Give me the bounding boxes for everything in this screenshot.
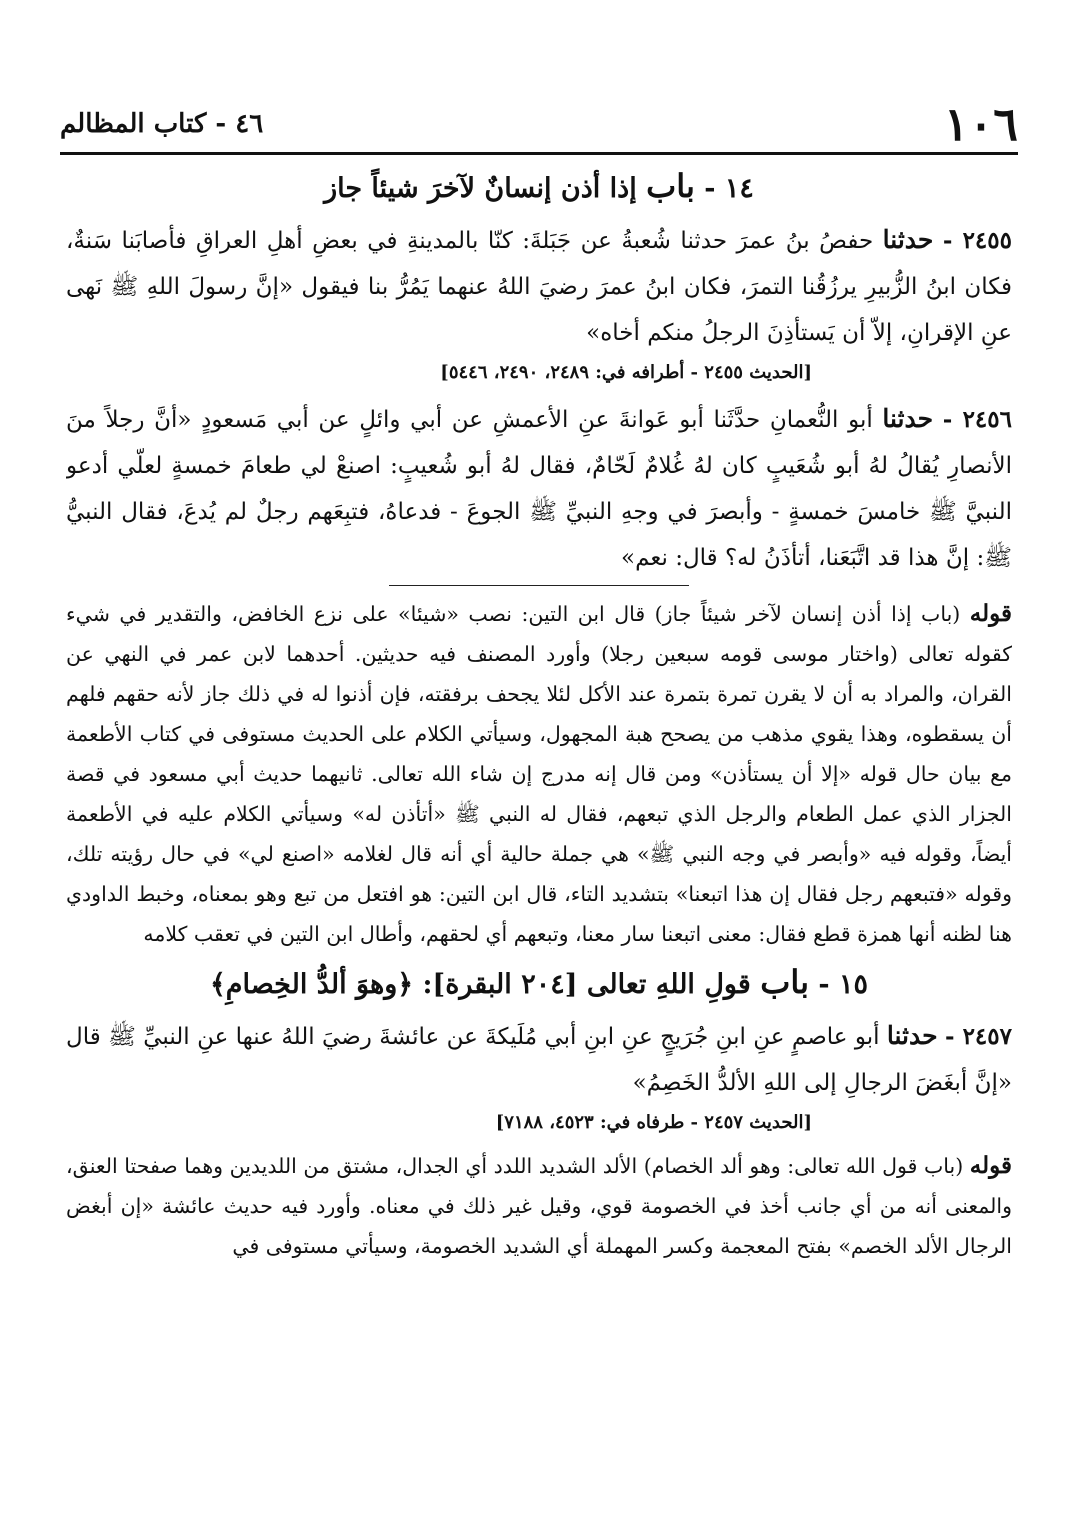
commentary-text: (باب إذا أذن إنسان لآخر شيئاً جاز) قال ابن التين: نصب «شيئا» على نزع الخافض، والتقدير في شيء كقوله تعالى (واختار موسى قومه سبعين رجلا) وأورد المصنف فيه حديثين. أحدهما لابن عمر في النهي عن القران، والمراد به أن لا يقرن تمرة بتمرة عند الأكل لئلا يجحف برفقته، فإن أذنوا له في ذلك جاز لأنه حقهم فلهم أن يسقطوه، وهذا يقوي مذهب من يصحح هبة المجهول، وسيأتي الكلام على الحديث مستوفى في كتاب الأطعمة مع بيان حال قوله «إلا أن يستأذن» ومن قال إنه مدرج إن شاء الله تعالى. ثانيهما حديث أبي مسعود في قصة الجزار الذي عمل الطعام والرجل الذي تبعهم، فقال له النبي ﷺ «أتأذن له» وسيأتي الكلام عليه في الأطعمة أيضاً، وقوله فيه «وأبصر في وجه النبي ﷺ» هي جملة حالية أي أنه قال لغلامه «اصنع لي» في حال رؤيته تلك، وقوله «فتبعهم رجل فقال إن هذا اتبعنا» بتشديد التاء، قال ابن التين: هو افتعل من تبع وهو بمعناه، وخبط الداودي هنا لظنه أنها همزة قطع فقال: معنى اتبعنا سار معنا، وتبعهم أي لحقهم، وأطال ابن التين في تعقب كلامه: [66, 602, 1012, 946]
chapter-heading-15: [66, 962, 1012, 1005]
hadith-reference: [الحديث ٢٤٥٧ - طرفاه في: ٤٥٢٣، ٧١٨٨]: [495, 1112, 812, 1133]
chapter-title: إذا أذن إنسانٌ لآخرَ شيئاً جاز: [324, 173, 637, 204]
chapter-bab-word: باب: [646, 167, 695, 205]
hadith-2455: [66, 217, 1012, 356]
page-number: ١٠٦: [943, 97, 1018, 151]
section-divider: [389, 585, 689, 586]
commentary-qawluh: قوله: [969, 1152, 1012, 1179]
hadith-haddathana: حدثنا: [882, 225, 934, 254]
running-head: [60, 96, 1018, 155]
hadith-reference: [الحديث ٢٤٥٥ - أطرافه في: ٢٤٨٩، ٢٤٩٠، ٥٤٤٦]: [440, 362, 812, 383]
hadith-number: ٢٤٥٦ -: [942, 406, 1012, 433]
chapter-number: ١٥ -: [818, 969, 869, 1000]
hadith-2456: [66, 396, 1012, 581]
commentary-chapter-14: [66, 594, 1012, 954]
chapter-title: قولِ اللهِ تعالى [٢٠٤ البقرة]: ﴿وهوَ ألدُّ الخِصامِ﴾: [209, 969, 751, 1000]
hadith-haddathana: حدثنا: [886, 1021, 938, 1050]
chapter-heading-14: [66, 166, 1012, 209]
hadith-number: ٢٤٥٧ -: [944, 1023, 1012, 1050]
page-content: [66, 160, 1012, 1526]
hadith-number: ٢٤٥٥ -: [942, 227, 1012, 254]
commentary-qawluh: قوله: [969, 600, 1012, 627]
hadith-2457: [66, 1013, 1012, 1106]
hadith-haddathana: حدثنا: [882, 404, 934, 433]
commentary-chapter-15: [66, 1146, 1012, 1266]
hadith-text: حفصُ بنُ عمرَ حدثنا شُعبةُ عن جَبَلةَ: كنّا بالمدينةِ في بعضِ أهلِ العراقِ فأصابَنا سَنةٌ، فكان ابنُ الزُّبيرِ يرزُقُنا التمرَ، فكان ابنُ عمرَ رضيَ اللهُ عنهما يَمُرُّ بنا فيقول «إنَّ رسولَ اللهِ ﷺ نَهى عنِ الإقرانِ، إلاّ أن يَستأذِنَ الرجلُ منكم أخاه»: [66, 228, 1012, 346]
hadith-text: أبو عاصمٍ عنِ ابنِ جُرَيجٍ عنِ ابنِ أبي مُلَيكةَ عن عائشةَ رضيَ اللهُ عنها عنِ النبيِّ ﷺ قال «إنَّ أبغَضَ الرجالِ إلى اللهِ الألدُّ الخَصِمُ»: [66, 1024, 1012, 1096]
book-title: ٤٦ - كتاب المظالم: [60, 109, 264, 139]
commentary-text: (باب قول الله تعالى: وهو ألد الخصام) الألد الشديد اللدد أي الجدال، مشتق من اللديدين وهما صفحتا العنق، والمعنى أنه من أي جانب أخذ في الخصومة قوي، وقيل غير ذلك في معناه. وأورد فيه حديث عائشة «إن أبغض الرجال الألد الخصم» بفتح المعجمة وكسر المهملة أي الشديد الخصومة، وسيأتي مستوفى في: [66, 1154, 1012, 1258]
chapter-number: ١٤ -: [704, 173, 754, 204]
hadith-text: أبو النُّعمانِ حدَّثَنا أبو عَوانةَ عنِ الأعمشِ عن أبي وائلٍ عن أبي مَسعودٍ «أنَّ رجلاً منَ الأنصارِ يُقالُ لهُ أبو شُعَيبٍ كان لهُ غُلامٌ لَحّامٌ، فقال لهُ أبو شُعيبٍ: اصنعْ لي طعامَ خمسةٍ لعلّي أدعو النبيَّ ﷺ خامسَ خمسةٍ - وأبصرَ في وجهِ النبيِّ ﷺ الجوعَ - فدعاهُ، فتبِعَهم رجلٌ لم يُدعَ، فقال النبيُّ ﷺ: إنَّ هذا قد اتَّبَعَنا، أتأذَنُ له؟ قال: نعم»: [66, 407, 1012, 571]
chapter-bab-word: باب: [760, 963, 809, 1001]
